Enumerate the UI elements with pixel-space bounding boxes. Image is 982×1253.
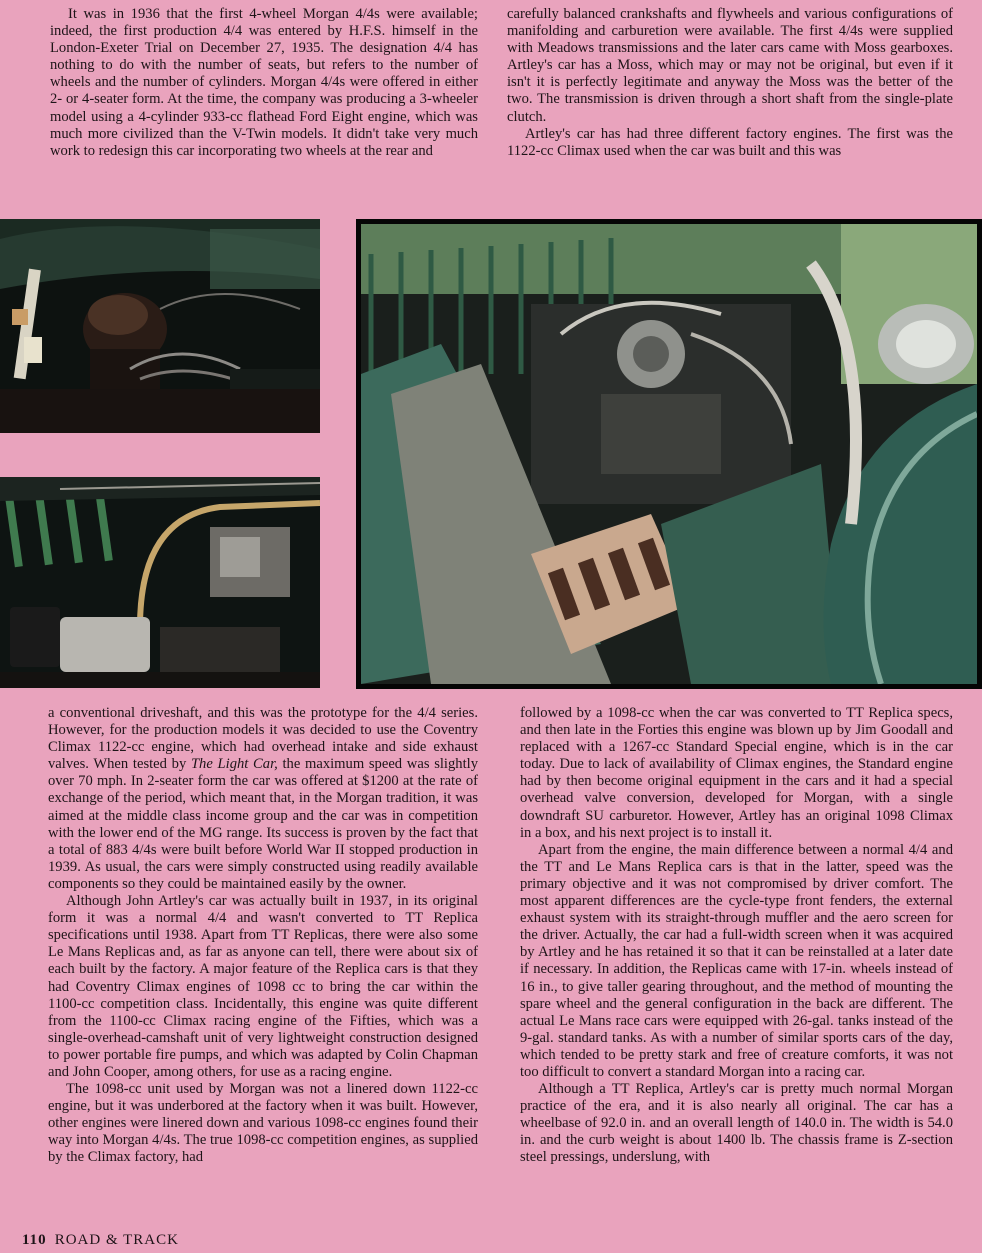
paragraph: Although John Artley's car was actually built in 1937, in its original form it was a normal 4/4 and wasn't converted to TT Replica specifications until 1938. Apart from TT Replicas, there were also some Le Mans Replicas and, as far as anyone can tell, there were about six of each built by the factory. A major feature of the Replica cars is that they had Coventry Climax engines of 1098 cc to bring the car within the 1100-cc competition class. Incidentally, this engine was quite different from the 1100-cc Climax racing engine of the Fifties, which was a single-overhead-camshaft unit of very lightweight construction designed to power portable fire pumps, and which was adapted by Colin Chapman and John Cooper, among others, for use as a racing engine. (48, 893, 478, 1080)
paragraph: It was in 1936 that the first 4-wheel Morgan 4/4s were available; indeed, the first production 4/4 was entered by H.F.S. himself in the London-Exeter Trial on December 27, 1935. The designation 4/4 has nothing to do with the number of seats, but refers to the number of wheels and the number of cylinders. Morgan 4/4s were offered in either 2- or 4-seater form. At the time, the company was producing a 3-wheeler model using a 4-cylinder 933-cc flathead Ford Eight engine, which was much more civilized than the V-Twin models. It didn't take very much work to redesign this car incorporating two wheels at the rear and (50, 6, 478, 159)
text-run: a conventional driveshaft, and this was the prototype for the 4/4 series. However, for the production models it was decided to use the Coventry Climax 1122-cc engine, which had overhead intake and side exhaust valves. When tested by (48, 705, 478, 773)
paragraph: The 1098-cc unit used by Morgan was not a linered down 1122-cc engine, but it was underbored at the factory when it was built. However, other engines were linered down and various 1098-cc engines found their way into Morgan 4/4s. The true 1098-cc competition engines, as supplied by the Climax factory, had (48, 1081, 478, 1166)
engine-bay-main-photo (356, 219, 982, 689)
engine-wiring-photo (0, 219, 320, 433)
magazine-name: ROAD & TRACK (54, 1232, 179, 1248)
paragraph: Artley's car has had three different factory engines. The first was the 1122-cc Climax used when the car was built and this was (507, 125, 953, 159)
text-run: the maximum speed was slightly over 70 mph. In 2-seater form the car was offered at $1200 at the rate of exchange of the period, which meant that, in the Morgan tradition, it was aimed at the middle class income group and the car was in competition with the lower end of the MG range. Its success is proven by the fact that a total of 883 4/4s were built before World War II stopped production in 1939. As usual, the cars were simply constructed using readily available components so they could be maintained easily by the owner. (48, 756, 478, 892)
paragraph: carefully balanced crankshafts and flywheels and various configurations of manifolding and carburetion were available. The first 4/4s were supplied with Meadows transmissions and the later cars came with Moss gearboxes. Artley's car has a Moss, which may or may not be original, but even if it isn't it is perfectly legitimate and anyway the Moss was the better of the two. The transmission is driven through a short shaft from the single-plate clutch. (507, 6, 953, 125)
paragraph (48, 705, 478, 893)
page-number: 110 (22, 1232, 47, 1248)
publication-title: The Light Car, (190, 756, 278, 773)
engine-wiring-illustration (0, 219, 320, 433)
engine-bay-illustration (361, 224, 977, 684)
page-footer (22, 1232, 179, 1249)
article-column-bottom-right (520, 705, 953, 1167)
fuel-line-illustration (0, 477, 320, 688)
paragraph: followed by a 1098-cc when the car was converted to TT Replica specs, and then late in the Forties this engine was blown up by Jim Goodall and replaced with a 1267-cc Standard Special engine, which is in the car today. Due to lack of availability of Climax engines, the Standard engine had by then become original equipment in the cars and it had a special overhead valve conversion, developed for Morgan, with a single downdraft SU carburetor. However, Artley has an original 1098 Climax in a box, and his next project is to install it. (520, 705, 953, 841)
fuel-line-photo (0, 477, 320, 688)
paragraph: Although a TT Replica, Artley's car is pretty much normal Morgan practice of the era, and it is also nearly all original. The car has a wheelbase of 92.0 in. and an overall length of 140.0 in. The width is 54.0 in. and the curb weight is about 1400 lb. The chassis frame is Z-section steel pressings, underslung, with (520, 1081, 953, 1166)
article-column-top-left (50, 6, 478, 160)
article-column-bottom-left (48, 705, 478, 1167)
article-column-top-right (507, 6, 953, 160)
paragraph: Apart from the engine, the main difference between a normal 4/4 and the TT and Le Mans Replica cars is that in the latter, speed was the primary objective and it was not compromised by driver comfort. The most apparent differences are the cycle-type front fenders, the external exhaust system with its straight-through muffler and the aero screen for the driver. Actually, the car had a full-width screen when it was acquired by Artley and he has retained it so that it can be reinstalled at a later date if necessary. In addition, the Replicas came with 17-in. wheels instead of 16 in., to give taller gearing throughout, and the method of mounting the spare wheel and the general configuration in the back are different. The actual Le Mans race cars were equipped with 26-gal. tanks instead of the 9-gal. standard tanks. As with a number of similar sports cars of the day, which tended to be pretty stark and free of creature comforts, it was not too difficult to convert a standard Morgan into a racing car. (520, 841, 953, 1080)
